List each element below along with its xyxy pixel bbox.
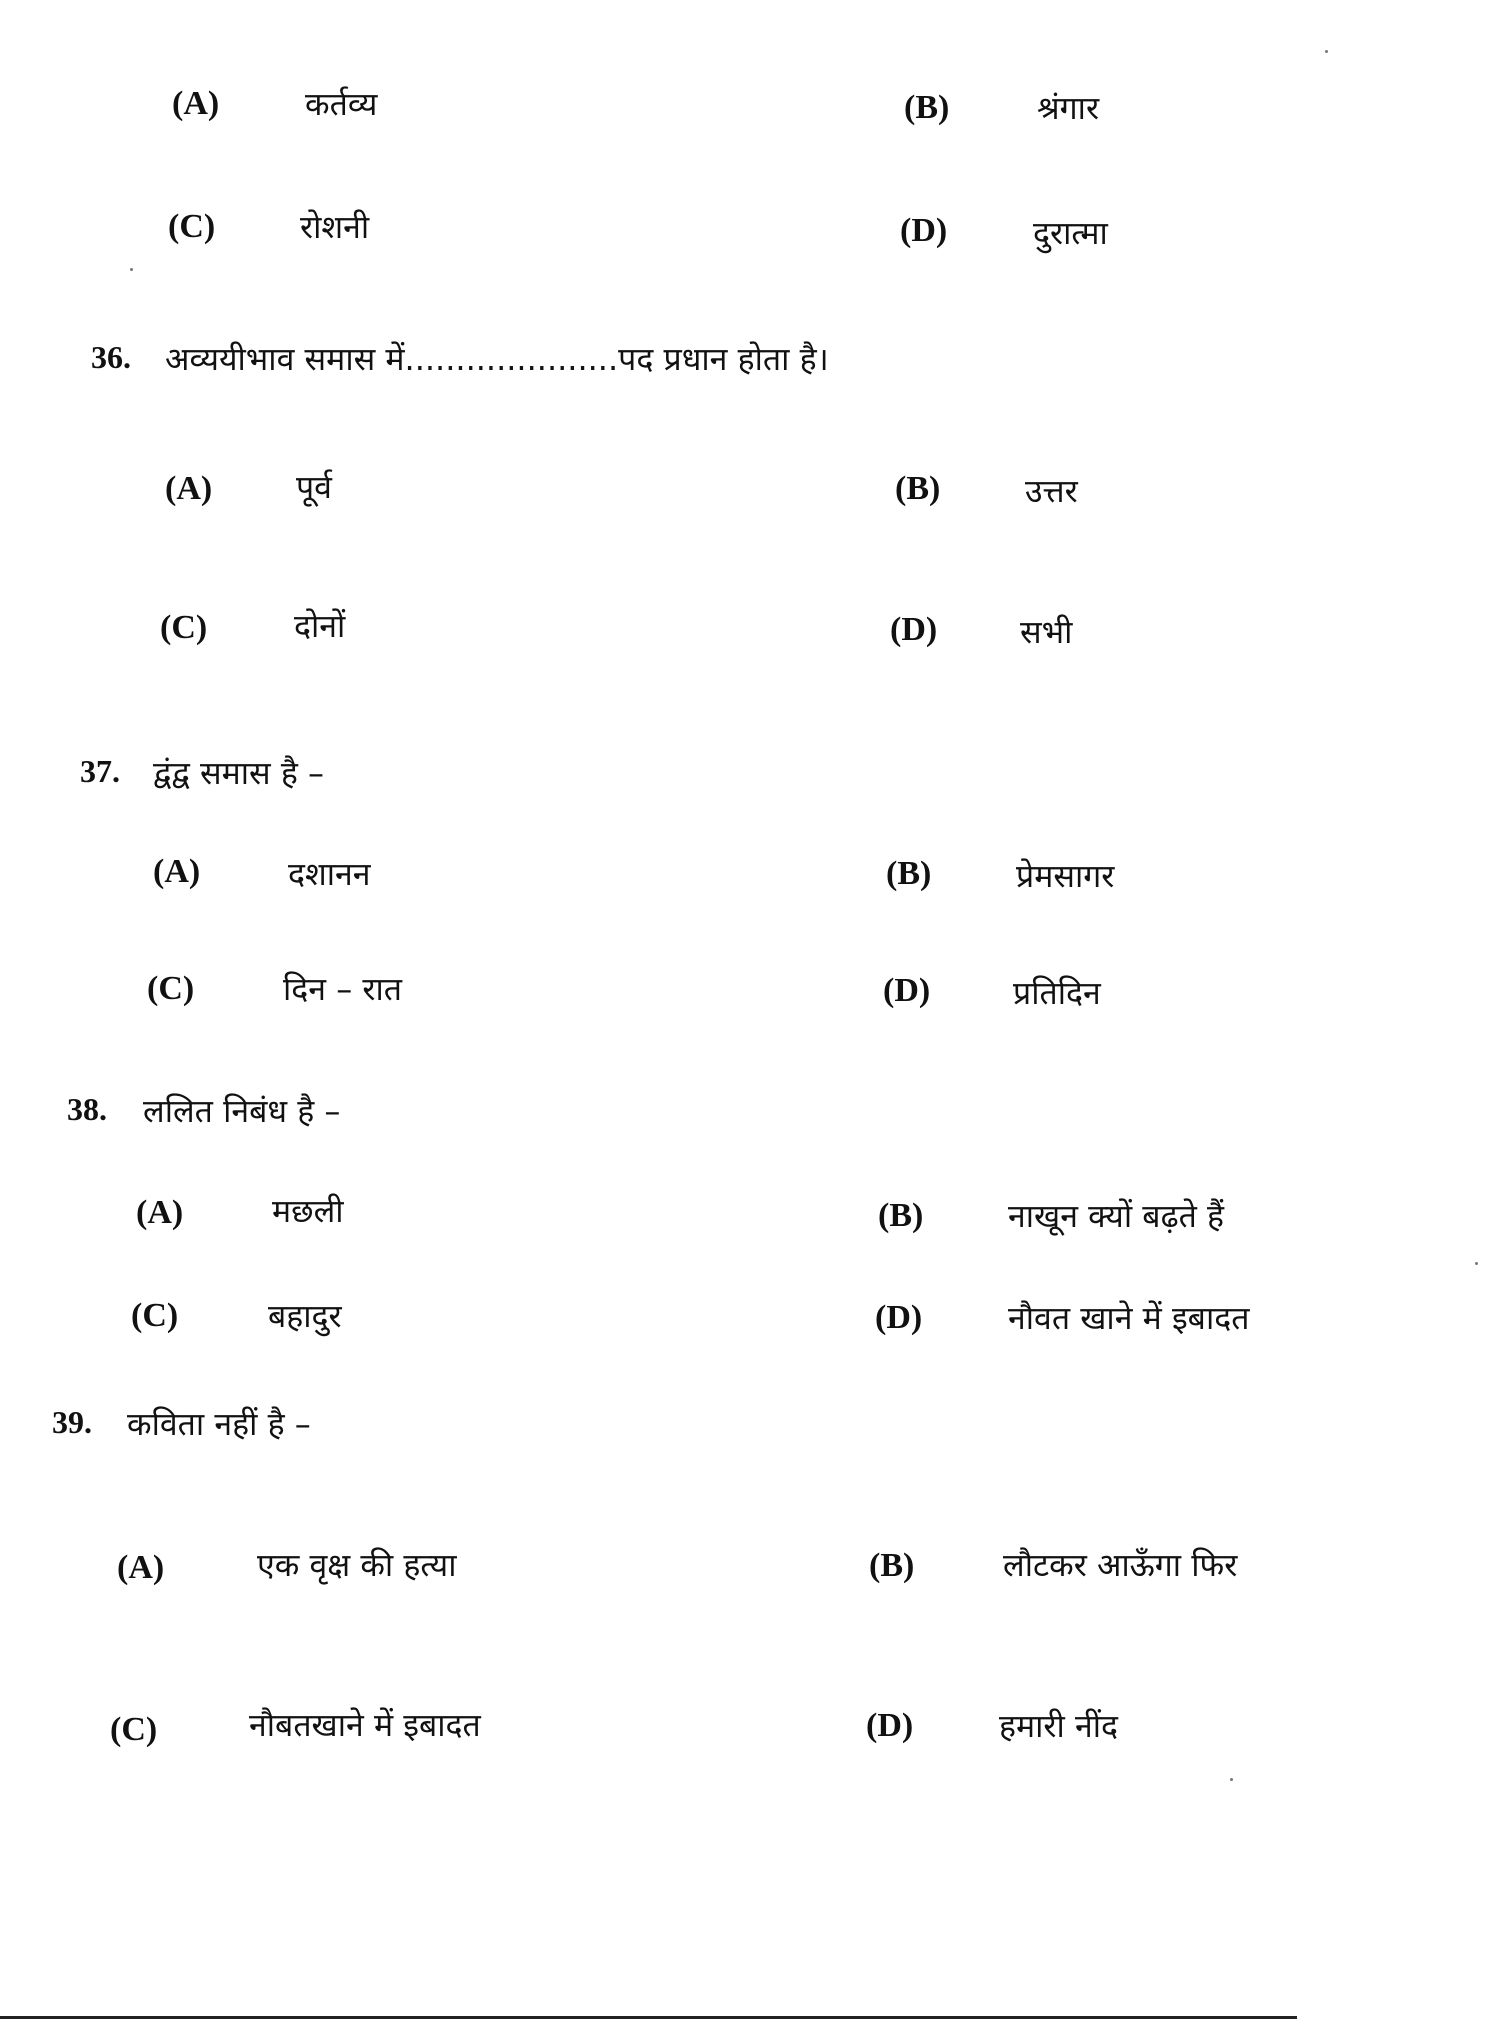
option-text: दिन – रात xyxy=(283,970,402,1008)
option-text: प्रेमसागर xyxy=(1016,857,1115,895)
option-label: (A) xyxy=(172,85,220,122)
option-label: (D) xyxy=(890,611,938,648)
option-text: लौटकर आऊँगा फिर xyxy=(1003,1546,1238,1584)
bottom-rule xyxy=(0,2016,1297,2019)
option-label: (D) xyxy=(900,212,948,249)
option-label: (C) xyxy=(147,970,195,1007)
option-label: (C) xyxy=(168,208,216,245)
option-text: रोशनी xyxy=(300,208,370,246)
option-text: दुरात्मा xyxy=(1033,214,1108,252)
option-text: दोनों xyxy=(294,607,346,645)
option-text: नौबतखाने में इबादत xyxy=(249,1706,481,1744)
option-text: एक वृक्ष की हत्या xyxy=(257,1546,457,1584)
option-label: (B) xyxy=(895,470,941,507)
option-label: (A) xyxy=(153,853,201,890)
question-text: द्वंद्व समास है – xyxy=(153,754,324,792)
option-label: (A) xyxy=(117,1549,165,1586)
option-text: नौवत खाने में इबादत xyxy=(1008,1299,1250,1337)
option-text: नाखून क्यों बढ़ते हैं xyxy=(1008,1197,1224,1235)
question-number: 36. xyxy=(91,339,131,375)
option-label: (D) xyxy=(866,1707,914,1744)
option-text: कर्तव्य xyxy=(305,85,378,123)
option-text: सभी xyxy=(1020,613,1073,651)
question-number: 37. xyxy=(80,753,120,789)
option-text: मछली xyxy=(272,1192,344,1230)
scan-speck xyxy=(1230,1778,1233,1781)
option-label: (B) xyxy=(886,855,932,892)
option-text: हमारी नींद xyxy=(999,1707,1119,1745)
option-label: (B) xyxy=(904,89,950,126)
option-label: (C) xyxy=(160,609,208,646)
option-text: बहादुर xyxy=(268,1297,342,1335)
option-label: (A) xyxy=(136,1194,184,1231)
option-label: (B) xyxy=(869,1547,915,1584)
option-text: प्रतिदिन xyxy=(1013,974,1101,1012)
option-text: पूर्व xyxy=(296,468,332,506)
option-label: (D) xyxy=(883,972,931,1009)
question-text: ललित निबंध है – xyxy=(143,1092,341,1130)
option-text: दशानन xyxy=(288,855,371,893)
option-label: (D) xyxy=(875,1299,923,1336)
scan-speck xyxy=(1475,1262,1478,1265)
question-number: 39. xyxy=(52,1404,92,1440)
question-text: अव्ययीभाव समास में.....................पद प्रधान होता है। xyxy=(165,340,829,378)
option-label: (A) xyxy=(165,470,213,507)
option-text: उत्तर xyxy=(1025,472,1078,510)
question-number: 38. xyxy=(67,1091,107,1127)
scan-speck xyxy=(1325,50,1328,53)
option-label: (C) xyxy=(131,1297,179,1334)
option-label: (B) xyxy=(878,1197,924,1234)
option-label: (C) xyxy=(110,1711,158,1748)
option-text: श्रंगार xyxy=(1037,89,1100,127)
scan-speck xyxy=(130,268,133,271)
question-text: कविता नहीं है – xyxy=(127,1405,311,1443)
